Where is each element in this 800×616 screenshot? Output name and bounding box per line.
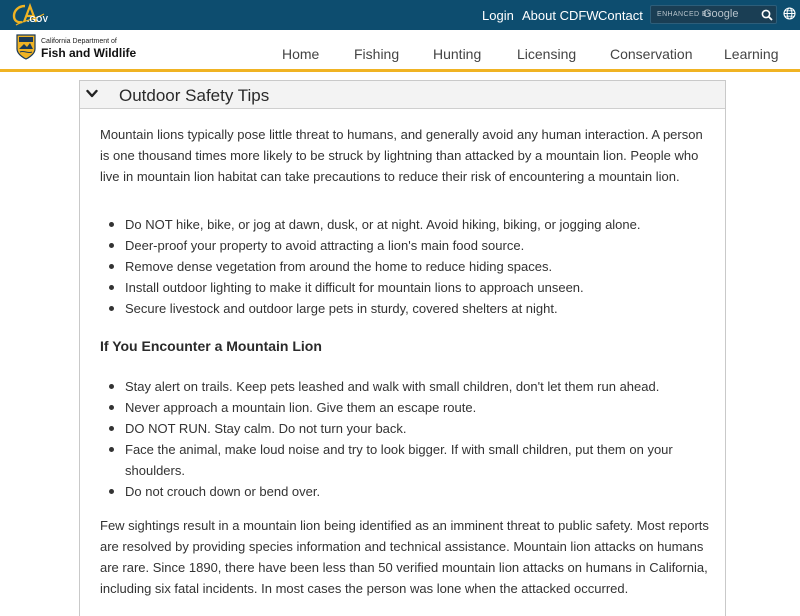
contact-link[interactable]: Contact: [598, 8, 643, 23]
top-utility-bar: [0, 0, 800, 30]
prevention-tips-list: [100, 214, 710, 319]
outdoor-safety-accordion: [79, 80, 726, 616]
list-item: Never approach a mountain lion. Give them an escape route.: [100, 397, 710, 418]
about-cdfw-link[interactable]: About CDFW: [522, 8, 599, 23]
logo-department-text: California Department of: [41, 38, 117, 45]
cdfw-shield-logo: [16, 34, 36, 60]
encounter-tips-list: [100, 376, 710, 502]
list-item: Secure livestock and outdoor large pets in sturdy, covered shelters at night.: [100, 298, 710, 319]
accordion-header[interactable]: [80, 81, 725, 109]
google-brand-text: Google: [703, 8, 739, 20]
ca-gov-logo[interactable]: [12, 2, 49, 28]
list-item: Deer-proof your property to avoid attracting a lion's main food source.: [100, 235, 710, 256]
chevron-down-icon[interactable]: [86, 89, 98, 99]
nav-conservation[interactable]: Conservation: [610, 46, 693, 62]
list-item: Remove dense vegetation from around the home to reduce hiding spaces.: [100, 256, 710, 277]
list-item: Do NOT hike, bike, or jog at dawn, dusk, or at night. Avoid hiking, biking, or jogging alone.: [100, 214, 710, 235]
list-item: Install outdoor lighting to make it difficult for mountain lions to approach unseen.: [100, 277, 710, 298]
ca-gov-text: .GOV: [27, 15, 49, 24]
logo-agency-name: Fish and Wildlife: [41, 46, 137, 60]
search-input[interactable]: [651, 6, 759, 23]
list-item: DO NOT RUN. Stay calm. Do not turn your back.: [100, 418, 710, 439]
nav-learning[interactable]: Learning: [724, 46, 779, 62]
site-header: [0, 30, 800, 72]
list-item: Do not crouch down or bend over.: [100, 481, 710, 502]
nav-home[interactable]: Home: [282, 46, 320, 62]
site-search: [650, 5, 777, 24]
list-item: Face the animal, make loud noise and try to look bigger. If with small children, put them on your shoulders.: [100, 439, 710, 481]
accordion-title: Outdoor Safety Tips: [119, 86, 270, 105]
login-link[interactable]: Login: [482, 8, 514, 23]
globe-icon[interactable]: [783, 7, 796, 20]
list-item: Stay alert on trails. Keep pets leashed and walk with small children, don't let them run ahead.: [100, 376, 710, 397]
nav-hunting[interactable]: Hunting: [433, 46, 482, 62]
nav-licensing[interactable]: Licensing: [517, 46, 577, 62]
nav-fishing[interactable]: Fishing: [354, 46, 400, 62]
closing-paragraph: Few sightings result in a mountain lion being identified as an imminent threat to public safety. Most reports are resolved by providing species information and technical assistance. Mountain lion attacks on humans are rare. Since 1890, there have been less than 50 verified mountain lion attacks on humans in California, including six fatal incidents. In most cases the person was lone when the attacked occurred.: [100, 518, 709, 596]
search-icon[interactable]: [760, 8, 774, 22]
intro-paragraph: Mountain lions typically pose little threat to humans, and generally avoid any human interaction. A person is one thousand times more likely to be struck by lightning than attacked by a mountain lion. People who live in mountain lion habitat can take precautions to reduce their risk of encountering a mountain lion.: [100, 127, 703, 184]
encounter-heading: If You Encounter a Mountain Lion: [100, 338, 322, 354]
